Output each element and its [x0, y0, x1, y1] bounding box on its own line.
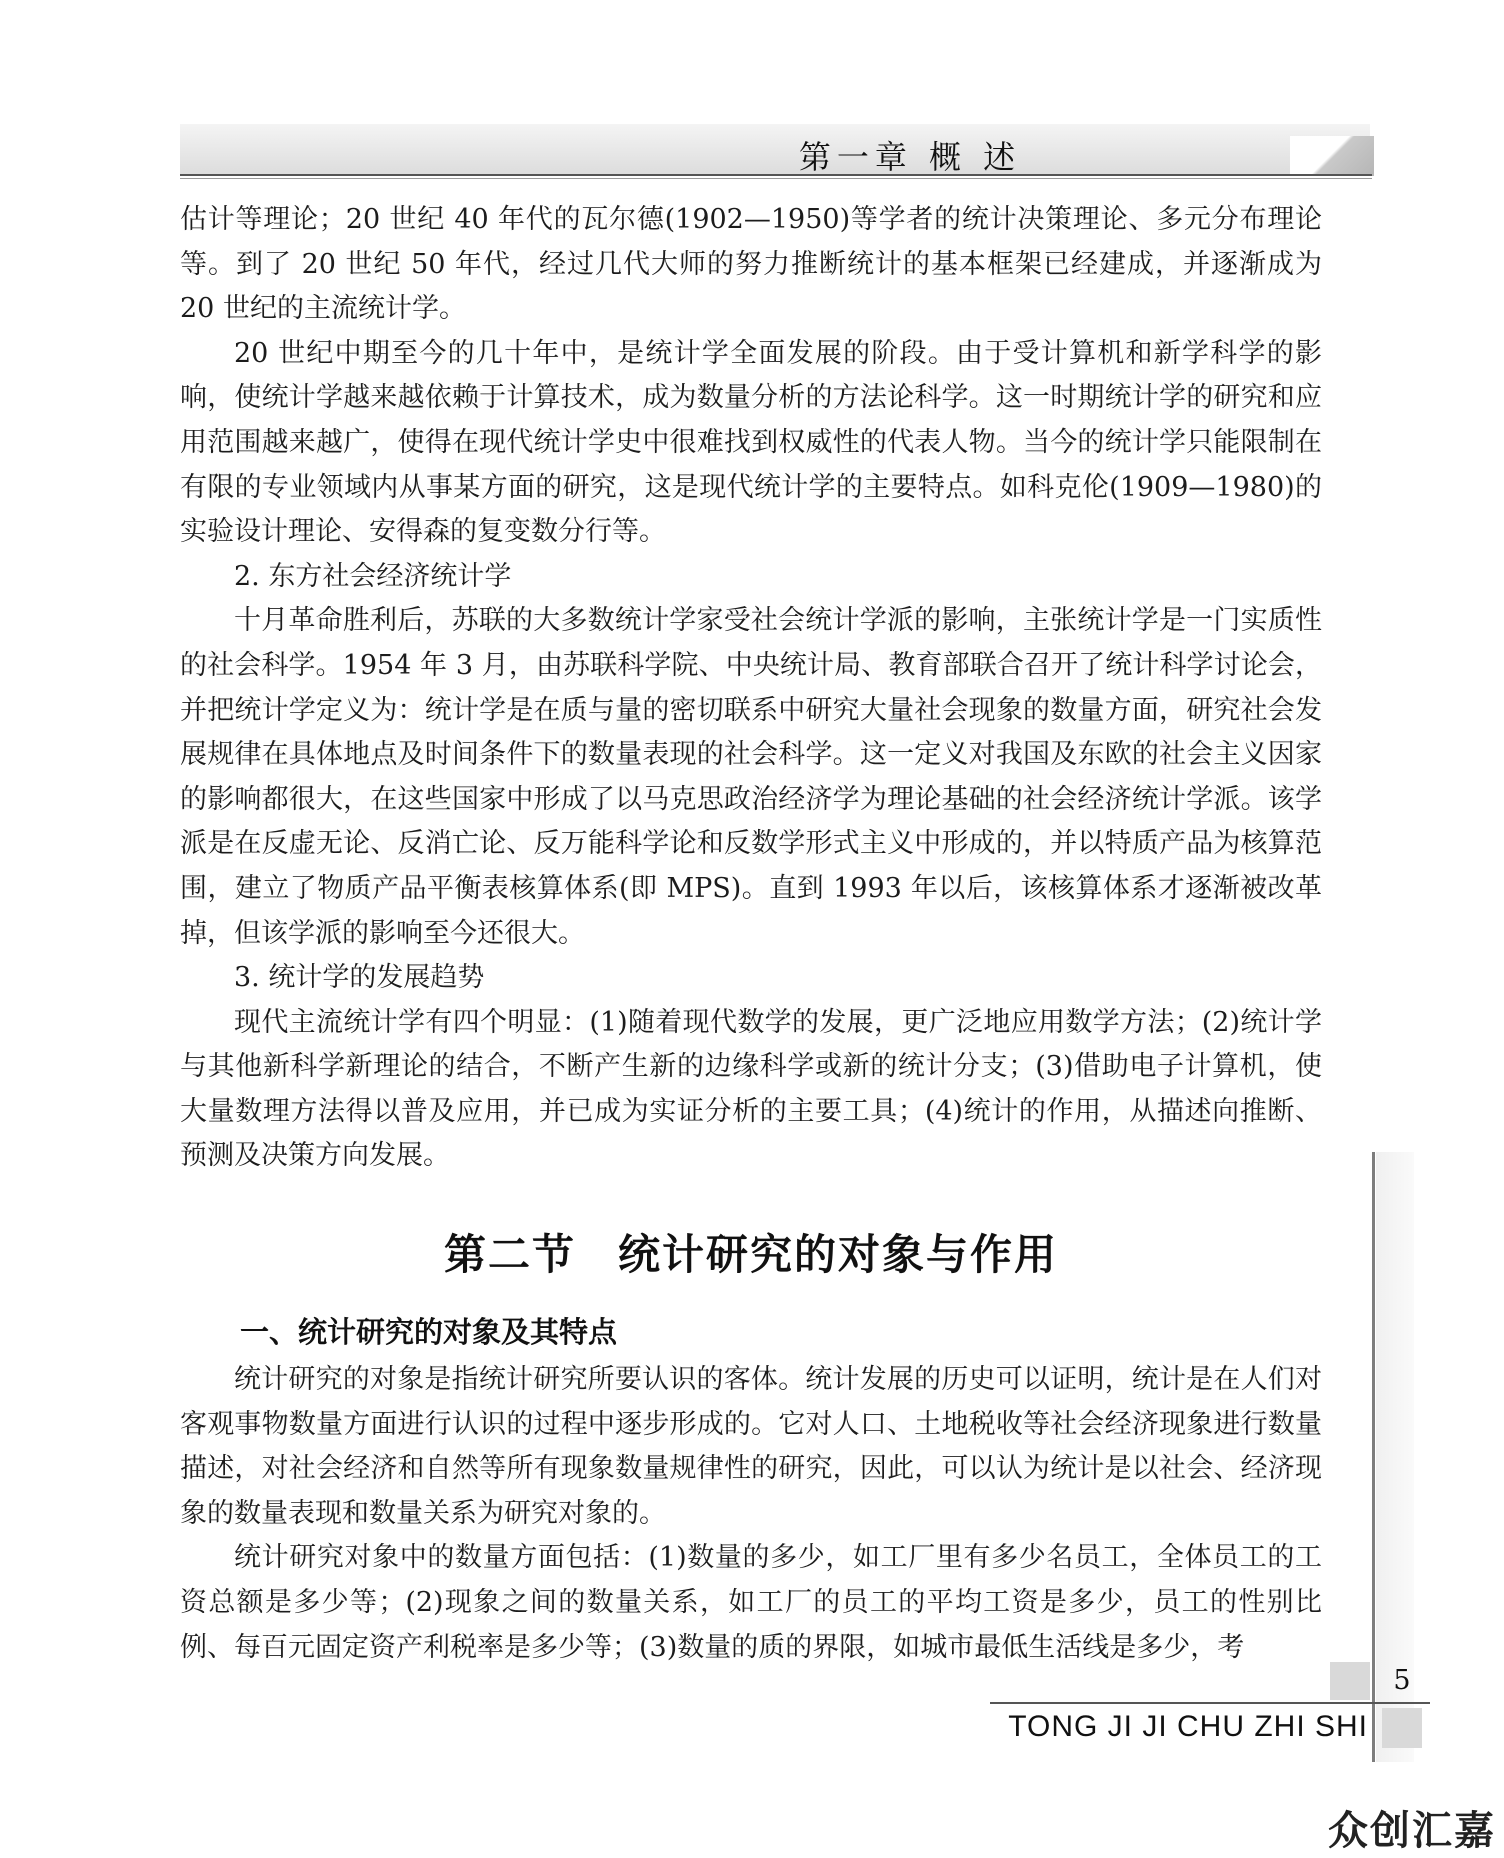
paragraph: 20 世纪中期至今的几十年中，是统计学全面发展的阶段。由于受计算机和新学科学的影响，使统计学越来越依赖于计算技术，成为数量分析的方法论科学。这一时期统计学的研究和应用范围越来越广，使得在现代统计学史中很难找到权威性的代表人物。当今的统计学只能限制在有限的专业领域内从事某方面的研究，这是现代统计学的主要特点。如科克伦(1909—1980)的实验设计理论、安得森的复变数分行等。	[180, 337, 1322, 548]
page-number: 5	[1393, 1665, 1411, 1696]
subheading-development-trend: 3. 统计学的发展趋势	[234, 962, 485, 994]
section-title	[180, 1222, 1322, 1282]
margin-rule	[1372, 1152, 1375, 1762]
footer-box	[1382, 1708, 1422, 1748]
page-body	[180, 198, 1322, 1179]
header-rule-thin	[180, 178, 1372, 179]
section-number: 第二节	[443, 1230, 576, 1279]
header-corner-tab	[1290, 136, 1374, 176]
series-title: TONG JI JI CHU ZHI SHI	[1008, 1710, 1368, 1743]
paragraph: 统计研究的对象是指统计研究所要认识的客体。统计发展的历史可以证明，统计是在人们对客观事物数量方面进行认识的过程中逐步形成的。它对人口、土地税收等社会经济现象进行数量描述，对社会经济和自然等所有现象数量规律性的研究，因此，可以认为统计是以社会、经济现象的数量表现和数量关系为研究对象的。	[180, 1364, 1322, 1529]
paragraph: 十月革命胜利后，苏联的大多数统计学家受社会统计学派的影响，主张统计学是一门实质性的社会科学。1954 年 3 月，由苏联科学院、中央统计局、教育部联合召开了统计科学讨论会，并把统计学定义为：统计学是在质与量的密切联系中研究大量社会现象的数量方面，研究社会发展规律在具体地点及时间条件下的数量表现的社会科学。这一定义对我国及东欧的社会主义因家的影响都很大，在这些国家中形成了以马克思政治经济学为理论基础的社会经济统计学派。该学派是在反虚无论、反消亡论、反万能科学论和反数学形式主义中形成的，并以特质产品为核算范围，建立了物质产品平衡表核算体系(即 MPS)。直到 1993 年以后，该核算体系才逐渐被改革掉，但该学派的影响至今还很大。	[180, 605, 1322, 949]
chapter-title: 第一章 概 述	[798, 138, 1022, 176]
paragraph: 统计研究对象中的数量方面包括：(1)数量的多少，如工厂里有多少名员工，全体员工的工资总额是多少等；(2)现象之间的数量关系，如工厂的员工的平均工资是多少，员工的性别比例、每百元固定资产利税率是多少等；(3)数量的质的界限，如城市最低生活线是多少，考	[180, 1542, 1322, 1663]
section-name: 统计研究的对象与作用	[618, 1230, 1059, 1279]
page-number-box	[1330, 1662, 1370, 1700]
paragraph-continued: 估计等理论；20 世纪 40 年代的瓦尔德(1902—1950)等学者的统计决策理论、多元分布理论等。到了 20 世纪 50 年代，经过几代大师的努力推断统计的基本框架已经建成，并逐渐成为 20 世纪的主流统计学。	[180, 204, 1322, 325]
subheading-eastern-statistics: 2. 东方社会经济统计学	[234, 560, 512, 592]
watermark-logo: 众创汇嘉	[1328, 1808, 1496, 1854]
footer-rule	[990, 1702, 1430, 1704]
section-body	[180, 1358, 1322, 1670]
heading-level1: 一、统计研究的对象及其特点	[240, 1315, 618, 1349]
paragraph: 现代主流统计学有四个明显：(1)随着现代数学的发展，更广泛地应用数学方法；(2)统计学与其他新科学新理论的结合，不断产生新的边缘科学或新的统计分支；(3)借助电子计算机，使大量数理方法得以普及应用，并已成为实证分析的主要工具；(4)统计的作用，从描述向推断、预测及决策方向发展。	[180, 1006, 1322, 1172]
